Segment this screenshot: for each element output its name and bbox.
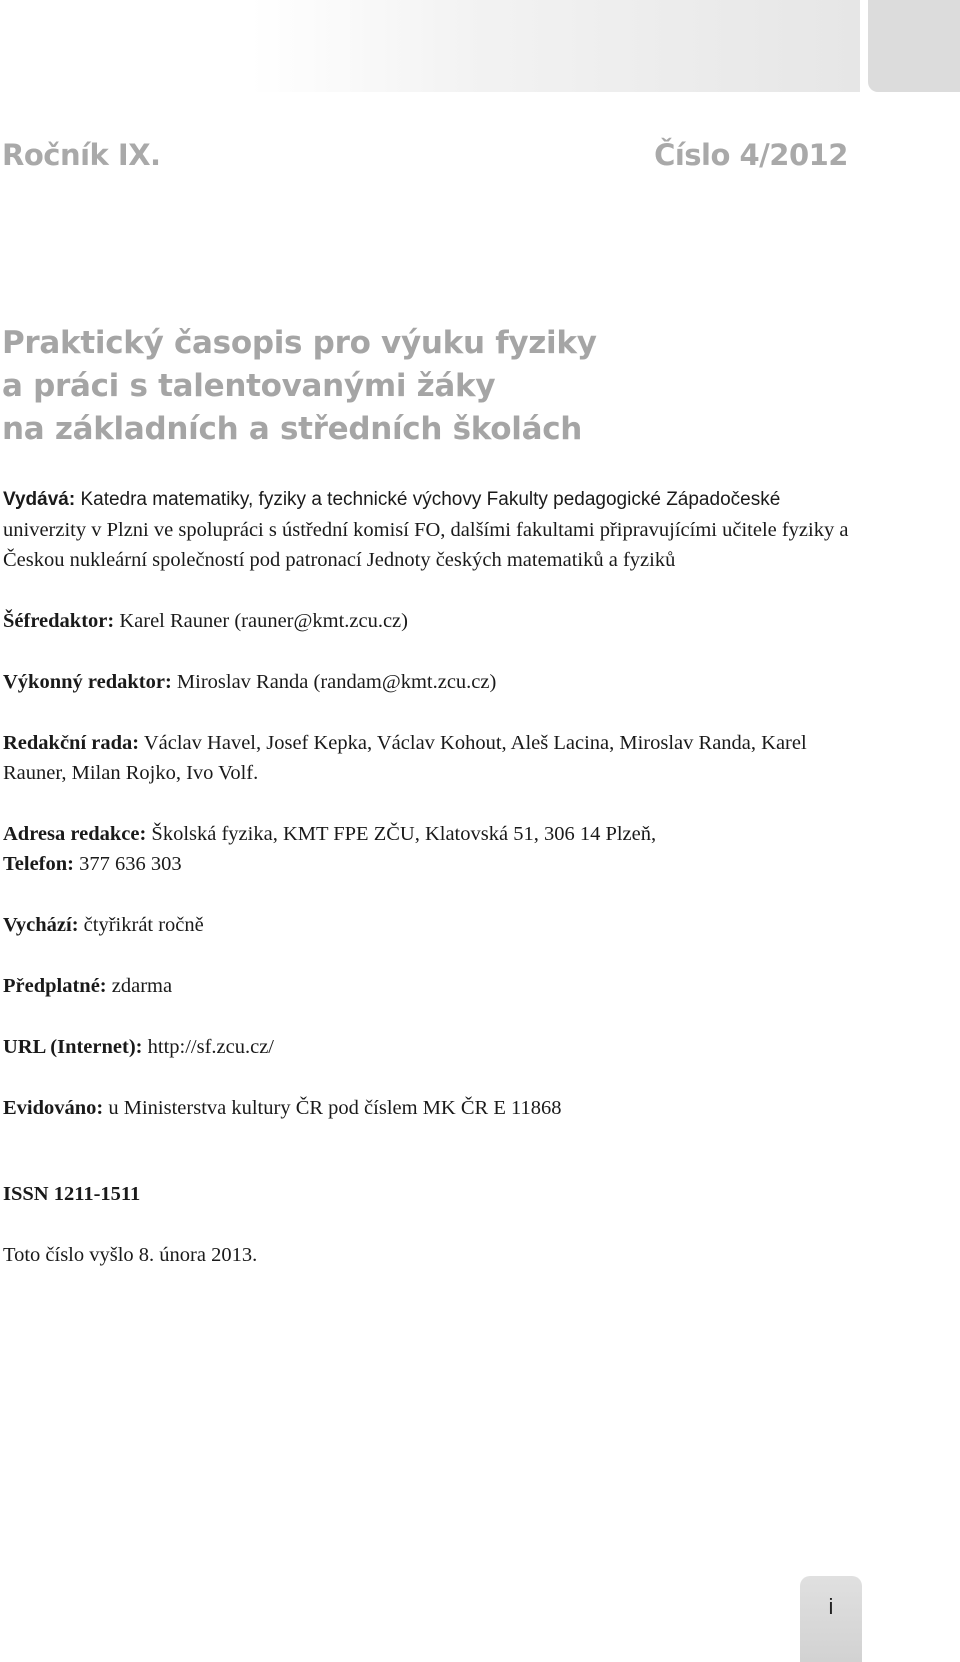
title-line-1: Praktický časopis pro výuku fyziky (2, 325, 597, 361)
phone-label: Telefon: (3, 853, 74, 875)
header-tab-decoration (868, 0, 960, 92)
volume-label: Ročník IX. (2, 138, 161, 172)
url-link[interactable]: http://sf.zcu.cz/ (142, 1036, 274, 1058)
page-title (2, 322, 597, 451)
publisher-text: univerzity v Plzni ve spolupráci s ústřední komisí FO, dalšími fakultami připravujícími učitele fyziky a Českou nukleární společností pod patronací Jednoty českých matematiků a fyziků (3, 519, 849, 571)
editorial-board-label: Redakční rada: (3, 732, 140, 754)
registration-label: Evidováno: (3, 1097, 104, 1119)
publisher-block (3, 484, 853, 575)
issue-header (2, 138, 848, 172)
registration (3, 1093, 853, 1123)
frequency-value: čtyřikrát ročně (78, 914, 204, 936)
address-label: Adresa redakce: (3, 823, 147, 845)
subscription-label: Předplatné: (3, 975, 107, 997)
issn (3, 1179, 853, 1209)
editorial-board-value: Václav Havel, Josef Kepka, Václav Kohout, Aleš Lacina, Miroslav Randa, Karel Rauner, Milan Rojko, Ivo Volf. (3, 732, 807, 784)
address-value: Školská fyzika, KMT FPE ZČU, Klatovská 51, 306 14 Plzeň, (146, 823, 657, 845)
publisher-text-first-line: Katedra matematiky, fyziky a technické výchovy Fakulty pedagogické Západočeské (75, 489, 781, 510)
release-date: Toto číslo vyšlo 8. února 2013. (3, 1244, 258, 1266)
page-number-tab (800, 1576, 862, 1662)
url-label: URL (Internet): (3, 1036, 143, 1058)
executive-editor-value: Miroslav Randa (randam@kmt.zcu.cz) (171, 671, 497, 693)
frequency (3, 910, 853, 940)
editorial-board (3, 728, 853, 788)
executive-editor (3, 667, 853, 697)
issn-value: ISSN 1211-1511 (3, 1183, 141, 1205)
website (3, 1032, 853, 1062)
chief-editor (3, 606, 853, 636)
title-line-2: a práci s talentovanými žáky (2, 368, 496, 404)
frequency-label: Vychází: (3, 914, 79, 936)
header-decoration (250, 0, 860, 92)
executive-editor-label: Výkonný redaktor: (3, 671, 172, 693)
publisher-label: Vydává: (3, 489, 76, 510)
registration-value: u Ministerstva kultury ČR pod číslem MK ČR E 11868 (103, 1097, 562, 1119)
issue-number: Číslo 4/2012 (654, 138, 848, 172)
masthead-info (3, 484, 853, 1270)
chief-editor-value: Karel Rauner (rauner@kmt.zcu.cz) (114, 610, 408, 632)
phone-value: 377 636 303 (74, 853, 182, 875)
subscription-value: zdarma (106, 975, 173, 997)
chief-editor-label: Šéfredaktor: (3, 610, 115, 632)
title-line-3: na základních a středních školách (2, 411, 583, 447)
subscription (3, 971, 853, 1001)
editorial-address (3, 819, 853, 879)
page-number: i (828, 1594, 834, 1619)
